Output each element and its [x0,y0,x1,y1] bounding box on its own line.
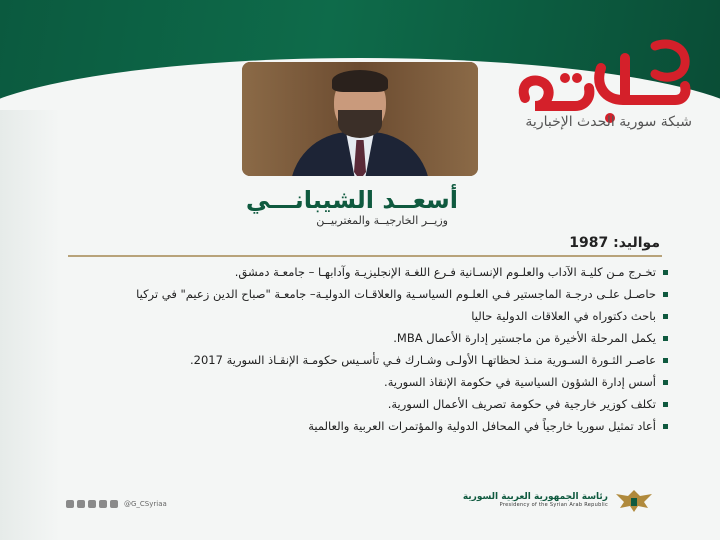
background-watermark [0,110,60,540]
network-name: شبكة سورية الحدث الإخبارية [525,114,692,130]
presidency-arabic: رئاسة الجمهورية العربية السورية [462,492,608,502]
list-item: باحث دكتوراه في العلاقات الدولية حاليا [68,309,668,324]
social-links [66,500,167,508]
presidency-english: Presidency of the Syrian Arab Republic [499,502,608,508]
bio-list [68,265,668,441]
facebook-icon[interactable] [66,500,74,508]
eagle-emblem-icon [614,486,654,514]
list-item: عاصـر الثـورة السـورية منـذ لحظاتهـا الأولـى وشـارك فـي تأسـيس حكومـة الإنقـاذ السورية 2017. [68,353,668,368]
list-item: أسس إدارة الشؤون السياسية في حكومة الإنقاذ السورية. [68,375,668,390]
list-item: حاصـل علـى درجـة الماجستير فـي العلـوم السياسـية والعلاقـات الدوليـة– جامعـة "صباح الدين زعيم" في تركيا [68,287,668,302]
minister-portrait [242,62,478,176]
telegram-icon[interactable] [110,500,118,508]
youtube-icon[interactable] [99,500,107,508]
list-item: يكمل المرحلة الأخيرة من ماجستير إدارة الأعمال MBA. [68,331,668,346]
list-item: تخـرج مـن كليـة الآداب والعلـوم الإنسـانية فـرع اللغـة الإنجليزيـة وآدابهـا – جامعـة دمشق. [68,265,668,280]
instagram-icon[interactable] [88,500,96,508]
minister-name: أسعــد الشيبانـــي [245,186,458,214]
presidency-mark [463,486,654,514]
list-item: أعاد تمثيل سوريا خارجياً في المحافل الدولية والمؤتمرات العربية والعالمية [68,419,668,434]
minister-role: وزيــر الخارجيــة والمغتربيــن [316,214,448,227]
divider [68,255,662,257]
social-handle: @G_CSyriaa [124,500,167,508]
birth-year: مواليد: 1987 [569,235,660,251]
list-item: تكلف كوزير خارجية في حكومة تصريف الأعمال السورية. [68,397,668,412]
x-icon[interactable] [77,500,85,508]
